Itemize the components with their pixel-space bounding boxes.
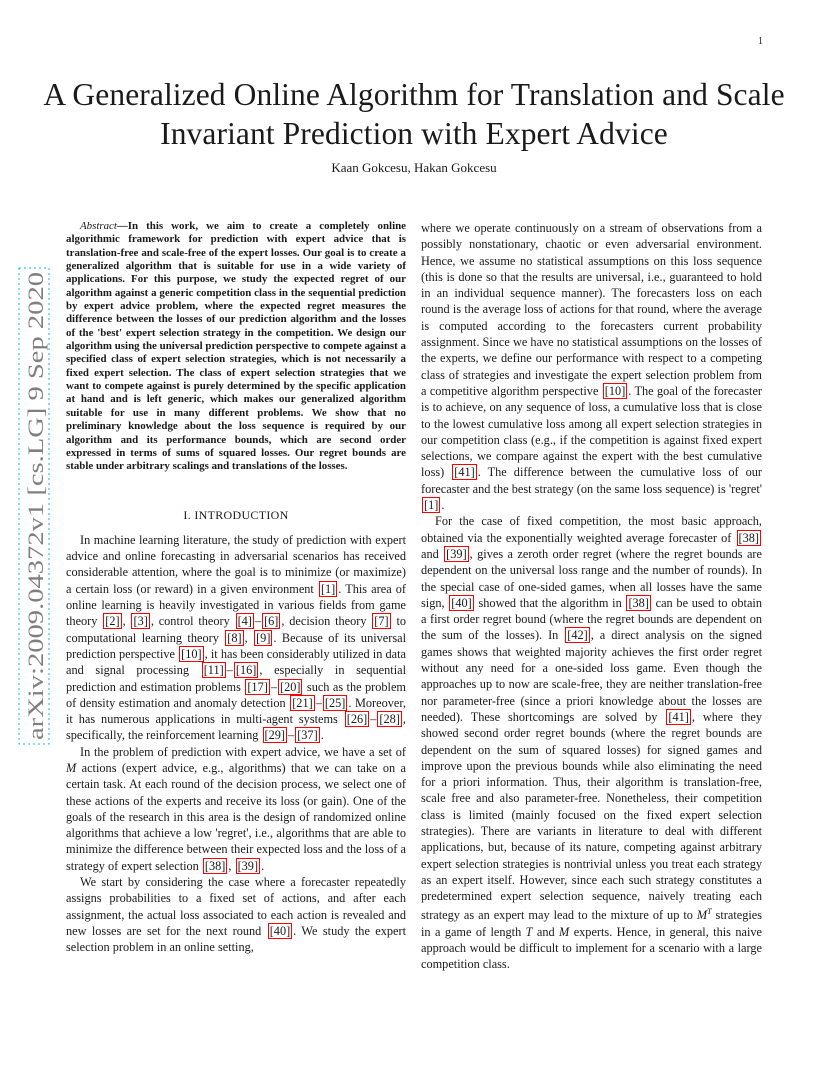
citation-link[interactable]: [39] — [446, 546, 467, 561]
citation-link[interactable]: [26] — [346, 712, 368, 727]
arxiv-stamp-graphic — [16, 266, 52, 746]
citation-link[interactable]: [25] — [324, 695, 346, 710]
math-superscript: T — [707, 907, 712, 917]
citation-link[interactable]: [6] — [264, 614, 279, 629]
citation-link[interactable]: [38] — [628, 595, 649, 610]
intro-paragraph-3-continued: where we operate continuously on a stream of observations from a possibly nonstationary, chaotic or even adversarial environment. Hence, we assume no statistical assumptions on this loss sequence (this is done so that the results are universal, i.e., guaranteed to hold in an individual sequence manner). The forecasters loss on each round is the average loss of actions for that round, where the average is computed according to the forecasters current probability assignment. Since we have no statistical assumptions on the losses of the experts, we define our performance with respect to a competing class of strategies and investigate the expert selection problem from a competitive algorithm perspective [10] . The goal of the forecaster is to achieve, on any sequence of loss, a cumulative loss that is close to the lowest cumulative loss among all expert selection strategies in our competition class (e.g., if the competition is against fixed expert selections, we compare against the expert with the best cumulative loss) [41] . The difference between the cumulative loss of our forecaster and the best strategy (on the same loss sequence) is 'regret' [1] . — [421, 221, 763, 513]
math-symbol: M — [66, 760, 77, 775]
citation-link[interactable]: [42] — [567, 628, 588, 643]
citation-link[interactable]: [11] — [203, 663, 224, 678]
intro-paragraph-4: For the case of fixed competition, the most basic approach, obtained via the exponentially weighted average forecaster of [38] and [39] , gives a zeroth order regret (where the regret bounds are dependent on the universal loss range and the number of rounds). In the special case of one-sided games, when all losses have the same sign, [40] showed that the algorithm in [38] can be used to obtain a first order regret bound (where the regret bounds are dependent on the sum of the losses). In [42] , a direct analysis on the signed games shows that weighted majority achieves the first order regret without any need for a one-sided loss game. Even though the approaches up to now are scale-free, they are neither translation-free nor parameter-free (since a priori knowledge about the losses are needed). These shortcomings are solved by [41] , where they showed second order regret bounds (where the regret bounds are dependent on the sum of squared losses) for signed games and improve upon the previous bounds while also eliminating the need for a priori information. Thus, their algorithm is translation-free, scale free and also parameter-free. Nonetheless, their competition class is limited (mainly focused on the fixed expert selection strategies). There are variants in literature to deal with different applications, but, because of its nature, competing against arbitrary expert selection strategies is nontrivial unless you treat each strategy as an expert itself. However, since each such strategy constitutes a predetermined expert selection sequence, naively treating each strategy as an expert may lead to the mixture of up to $M^T$ strategies in a game of length T and M experts. Hence, in general, this naive approach would be difficult to implement for a scenario with a large competition class. — [421, 514, 763, 972]
paper-title: A Generalized Online Algorithm for Translation and Scale Invariant Prediction with Expert Advice — [43, 77, 785, 151]
citation-link[interactable]: [40] — [269, 923, 291, 938]
math-symbol: T — [525, 924, 533, 939]
citation-link[interactable]: [38] — [204, 858, 226, 873]
math-symbol: M — [559, 924, 570, 939]
right-column — [421, 220, 762, 973]
author-list: Kaan Gokcesu, Hakan Gokcesu — [331, 160, 497, 175]
arxiv-stamp-text: arXiv:2009.04372v1 [cs.LG] 9 Sep 2020 — [23, 371, 48, 740]
citation-link[interactable]: [7] — [374, 614, 389, 629]
citation-link[interactable]: [10] — [181, 646, 202, 661]
citation-link[interactable]: [2] — [105, 614, 120, 629]
citation-link[interactable]: [20] — [279, 679, 301, 694]
citation-link[interactable]: [28] — [379, 712, 400, 727]
abstract-label: Abstract — [80, 220, 117, 232]
page-number: 1 — [758, 36, 763, 47]
abstract-text: —In this work, we aim to create a completely online algorithmic framework for prediction with expert advice that is translation-free and scale-free of the expert losses. Our goal is to create a generalized algorithm that is suitable for use in a wide variety of applications. For this purpose, we study the expected regret of our algorithm against a generic competition class in the sequential prediction by expert advice problem, where the expected regret measures the difference between the losses of our prediction algorithm and the losses of the 'best' expert selection strategy in the competition. We design our algorithm using the universal prediction perspective to compete against a specified class of expert selection strategies, which is not necessarily a fixed expert selection. The class of expert selection strategies that we want to compete against is purely determined by the specific application at hand and is left generic, which makes our generalized algorithm suitable for use in many different problems. We show that no preliminary knowledge about the loss sequence is required by our algorithm and its performance bounds, which are second order expressed in terms of sums of squared losses. Our regret bounds are stable under arbitrary scalings and translations of the losses. — [66, 220, 406, 473]
intro-paragraph-3: We start by considering the case where a forecaster repeatedly assigns probabilities to a fixed set of actions, and after each assignment, the actual loss associated to each action is revealed and new losses are set for the next round [40] . We study the expert selection problem in an online setting, — [66, 875, 406, 955]
abstract — [66, 220, 406, 474]
citation-link[interactable]: [29] — [264, 728, 286, 743]
citation-link[interactable]: [9] — [256, 630, 271, 645]
citation-link[interactable]: [38] — [738, 530, 759, 545]
citation-link[interactable]: [1] — [320, 581, 336, 596]
citation-link[interactable]: [3] — [133, 614, 148, 629]
citation-link[interactable]: [41] — [454, 465, 475, 480]
arxiv-identifier-stamp[interactable] — [16, 266, 52, 746]
citation-link[interactable]: [41] — [668, 709, 689, 724]
citation-link[interactable]: [8] — [227, 630, 242, 645]
citation-link[interactable]: [37] — [297, 728, 318, 743]
citation-link[interactable]: [17] — [247, 679, 268, 694]
intro-paragraph-1: In machine learning literature, the study of prediction with expert advice and online forecasting in adversarial scenarios has received considerable attention, where the goal is to minimize (or maximize) a certain loss (or reward) in a given environment [1] . This area of online learning is heavily investigated in various fields from game theory [2] , [3] , control theory [4] – [6] , decision theory [7] to computational learning theory [8] , [9] . Because of its universal prediction perspective [10] , it has been considerably utilized in data and signal processing [11] – [16] , especially in sequential prediction and estimation problems [17] – [20] such as the problem of density estimation and anomaly detection [21] – [25] . Moreover, it has numerous applications in multi-agent systems [26] – [28] , specifically, the reinforcement learning [29] – [37] . — [66, 532, 407, 743]
math-symbol: M — [696, 908, 708, 923]
citation-link[interactable]: [39] — [237, 858, 259, 873]
section-heading-introduction: I. INTRODUCTION — [183, 507, 289, 522]
citation-link[interactable]: [10] — [604, 383, 626, 398]
left-column — [66, 220, 406, 956]
citation-link[interactable]: [40] — [451, 595, 472, 610]
citation-link[interactable]: [21] — [292, 695, 313, 710]
citation-link[interactable]: [4] — [237, 614, 252, 629]
citation-link[interactable]: [1] — [424, 498, 439, 513]
citation-link[interactable]: [16] — [235, 663, 257, 678]
intro-paragraph-2: In the problem of prediction with expert advice, we have a set of M actions (expert advice, e.g., algorithms) that we can take on a certain task. At each round of the decision process, we select one of these actions of the experts and receive its loss (or gain). One of the goals of the research in this area is the design of randomized online algorithms that achieve a low 'regret', i.e., algorithms that are able to minimize the difference between their expected loss and the loss of a strategy of expert selection [38] , [39] . — [66, 744, 406, 873]
